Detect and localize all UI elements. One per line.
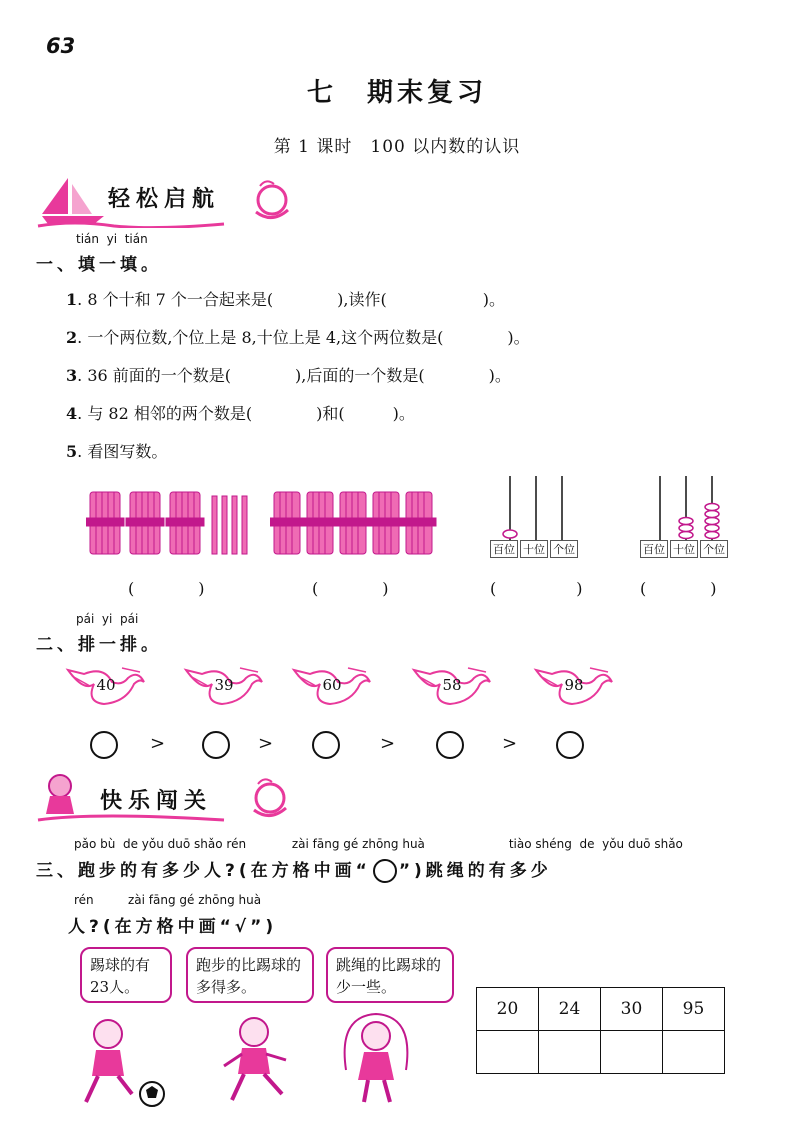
order-circle-2[interactable]: [202, 731, 230, 759]
banner-title: 轻松启航: [108, 187, 221, 212]
place-tens: 十位: [520, 540, 548, 558]
greater-than-sign: >: [502, 733, 518, 754]
page-number: 63: [46, 34, 76, 58]
speech-bubble-running: 跑步的比踢球的多得多。: [186, 947, 314, 1003]
answer-cell[interactable]: [477, 1031, 539, 1074]
speech-bubble-soccer: 踢球的有23人。: [80, 947, 172, 1003]
bird-60: [290, 662, 372, 710]
section2-pinyin: pái yi pái: [76, 612, 139, 626]
bird-number: 40: [96, 676, 116, 694]
greater-than-sign: >: [258, 733, 274, 754]
place-ones: 个位: [700, 540, 728, 558]
page-title: 七 期末复习: [306, 78, 487, 108]
greater-than-sign: >: [380, 733, 396, 754]
answer-blank-2[interactable]: ( ): [312, 579, 389, 598]
banner-happy-challenge: [34, 770, 294, 824]
table-row: [477, 1031, 725, 1074]
place-ones: 个位: [550, 540, 578, 558]
section3-line1: 三、跑步的有多少人?(在方格中画“ ”)跳绳的有多少: [36, 861, 552, 881]
abacus-2: [638, 474, 730, 560]
place-tens: 十位: [670, 540, 698, 558]
answer-table: [476, 987, 725, 1074]
section2-heading: 二、排一排。: [36, 635, 162, 655]
order-circle-4[interactable]: [436, 731, 464, 759]
place-hundreds: 百位: [640, 540, 668, 558]
question-4: 4. 与 82 相邻的两个数是( )和( )。: [66, 404, 415, 423]
bird-58: [410, 662, 492, 710]
bird-number: 58: [442, 676, 462, 694]
stick-bundles-group-1: [86, 488, 266, 560]
section3-pinyin-1: pǎo bù de yǒu duō shǎo rén zài fāng gé zhōng huà tiào shéng de yǒu duō shǎo: [74, 837, 683, 851]
table-cell: 20: [477, 988, 539, 1031]
lesson-subtitle: 第 1 课时 100 以内数的认识: [273, 137, 521, 157]
answer-blank-3[interactable]: ( ): [490, 579, 583, 598]
bird-39: [182, 662, 264, 710]
answer-cell[interactable]: [539, 1031, 601, 1074]
soccer-kid-icon: [72, 1014, 168, 1110]
answer-blank-1[interactable]: ( ): [128, 579, 205, 598]
question-1: 1. 8 个十和 7 个一合起来是( ),读作( )。: [66, 290, 505, 309]
jumprope-kid-icon: [334, 1010, 418, 1110]
circle-symbol-icon: [373, 859, 397, 883]
table-cell: 95: [663, 988, 725, 1031]
speech-bubble-jumprope: 跳绳的比踢球的少一些。: [326, 947, 454, 1003]
order-circle-3[interactable]: [312, 731, 340, 759]
section1-pinyin: tián yi tián: [76, 232, 148, 246]
abacus-1: [488, 474, 580, 560]
bird-98: [532, 662, 614, 710]
answer-blank-4[interactable]: ( ): [640, 579, 717, 598]
bird-number: 98: [564, 676, 584, 694]
question-3: 3. 36 前面的一个数是( ),后面的一个数是( )。: [66, 366, 511, 385]
section3-line2: 人?(在方格中画“√”): [68, 917, 278, 937]
answer-cell[interactable]: [663, 1031, 725, 1074]
bird-number: 60: [322, 676, 342, 694]
section1-heading: 一、填一填。: [36, 255, 162, 275]
section3-pinyin-2: rén zài fāng gé zhōng huà: [74, 893, 262, 907]
running-kid-icon: [216, 1014, 296, 1110]
banner-title: 快乐闯关: [100, 789, 213, 814]
bird-40: [64, 662, 146, 710]
answer-cell[interactable]: [601, 1031, 663, 1074]
question-5: 5. 看图写数。: [66, 442, 168, 461]
greater-than-sign: >: [150, 733, 166, 754]
question-2: 2. 一个两位数,个位上是 8,十位上是 4,这个两位数是( )。: [66, 328, 530, 347]
order-circle-1[interactable]: [90, 731, 118, 759]
order-circle-5[interactable]: [556, 731, 584, 759]
table-row: [477, 988, 725, 1031]
stick-bundles-group-2: [270, 488, 440, 560]
table-cell: 30: [601, 988, 663, 1031]
banner-easy-start: [34, 172, 294, 228]
bird-number: 39: [214, 676, 234, 694]
place-hundreds: 百位: [490, 540, 518, 558]
table-cell: 24: [539, 988, 601, 1031]
